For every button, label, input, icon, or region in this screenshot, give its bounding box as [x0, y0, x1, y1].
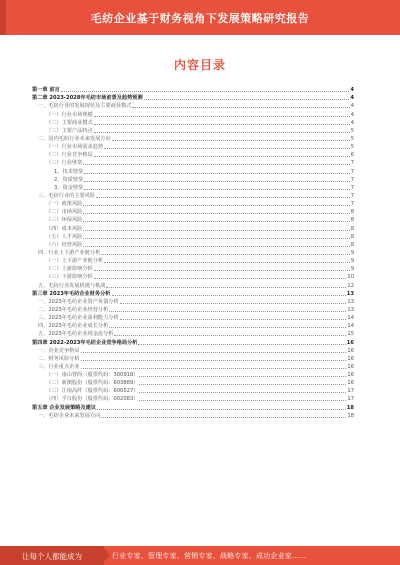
- toc-entry-title: （二）新澳股份（股票代码：603889）: [46, 380, 139, 387]
- toc-entry-title: （一）政策风险: [46, 201, 83, 208]
- toc-leader-dots: [94, 123, 350, 125]
- toc-entry-page: 7: [350, 160, 354, 167]
- toc-entry-page: 16: [346, 339, 354, 346]
- footer-bar: [0, 546, 400, 565]
- toc-entry-title: （三）行业壁垒: [46, 160, 83, 167]
- toc-entry[interactable]: [32, 184, 354, 192]
- toc-leader-dots: [84, 172, 349, 174]
- toc-leader-dots: [84, 180, 349, 182]
- toc-entry[interactable]: [32, 338, 354, 346]
- toc-entry[interactable]: [32, 208, 354, 216]
- toc-title: 内容目录: [173, 58, 226, 72]
- toc-entry-page: 7: [350, 184, 354, 191]
- toc-entry-title: 一、毛纺行业的发展现状及主要商业模式: [38, 103, 132, 110]
- toc-entry-title: （三）环保风险: [46, 217, 83, 224]
- toc-entry-title: 第五章 企业发展策略及建议: [32, 404, 97, 411]
- toc-entry-page: 8: [350, 233, 354, 240]
- toc-leader-dots: [83, 204, 349, 206]
- footer-arrow-shape: [102, 546, 110, 564]
- toc-entry-page: 9: [350, 249, 354, 256]
- toc-entry-title: 三、2023年毛纺企业盈利能力分析: [38, 315, 119, 322]
- toc-leader-dots: [83, 245, 349, 247]
- toc-entry[interactable]: [32, 330, 354, 338]
- toc-entry-page: 4: [350, 119, 354, 126]
- toc-leader-dots: [139, 391, 346, 393]
- toc-entry-title: 五、2023年毛纺企业现金流分析: [38, 331, 114, 338]
- toc-leader-dots: [114, 334, 346, 336]
- toc-entry-title: （三）下游影响分析: [46, 274, 93, 281]
- toc-entry-page: 7: [350, 168, 354, 175]
- toc-leader-dots: [138, 343, 345, 345]
- toc-entry[interactable]: [32, 135, 354, 143]
- toc-entry-page: 8: [350, 241, 354, 248]
- toc-leader-dots: [97, 408, 346, 410]
- toc-entry[interactable]: [32, 412, 354, 420]
- toc-entry-title: （一）上下游产业链分析: [46, 258, 104, 265]
- toc-entry-page: 5: [350, 127, 354, 134]
- toc-entry[interactable]: [32, 127, 354, 135]
- toc-entry[interactable]: [32, 290, 354, 298]
- toc-entry-title: （二）主要商业模式: [46, 119, 93, 126]
- toc-entry[interactable]: [32, 159, 354, 167]
- toc-entry[interactable]: [32, 347, 354, 355]
- toc-entry-page: 15: [347, 331, 354, 338]
- toc-entry-title: （二）行业竞争格局: [46, 152, 93, 159]
- toc-leader-dots: [120, 302, 347, 304]
- toc-entry-page: 17: [347, 388, 354, 395]
- toc-entry-title: 第二章 2023-2028年毛纺市场前景及趋势预测: [32, 95, 143, 102]
- footer-slogan-block: [0, 546, 104, 565]
- toc-entry-page: 13: [347, 306, 354, 313]
- toc-entry-title: （六）经营风险: [46, 241, 83, 248]
- toc-entry-page: 9: [350, 258, 354, 265]
- toc-leader-dots: [144, 98, 350, 100]
- toc-entry[interactable]: [32, 86, 354, 94]
- toc-entry[interactable]: [32, 371, 354, 379]
- toc-entry[interactable]: [32, 167, 354, 175]
- toc-entry-title: 二、财务风险分析: [38, 355, 80, 362]
- toc-entry-page: 4: [350, 95, 354, 102]
- toc-entry[interactable]: [32, 233, 354, 241]
- toc-entry-title: （一）南山智尚（股票代码：300918）: [46, 372, 139, 379]
- toc-entry[interactable]: [32, 249, 354, 257]
- toc-entry[interactable]: [32, 363, 354, 371]
- toc-entry[interactable]: [32, 192, 354, 200]
- toc-entry-page: 18: [346, 404, 354, 411]
- toc-leader-dots: [94, 131, 350, 133]
- toc-leader-dots: [101, 253, 349, 255]
- toc-entry-page: 16: [347, 372, 354, 379]
- toc-entry[interactable]: [32, 200, 354, 208]
- report-title: 毛纺企业基于财务视角下发展策略研究报告: [90, 12, 310, 25]
- toc-leader-dots: [83, 237, 349, 239]
- toc-entry-title: （四）成本风险: [46, 225, 83, 232]
- toc-entry-page: 8: [350, 217, 354, 224]
- toc-entry-title: （三）主要产品特点: [46, 127, 93, 134]
- toc-entry[interactable]: [32, 403, 354, 411]
- toc-leader-dots: [83, 220, 349, 222]
- toc-entry-page: 6: [350, 152, 354, 159]
- toc-entry-title: 3、资金壁垒: [54, 184, 84, 191]
- toc-entry-title: （一）行业市场规模: [46, 111, 93, 118]
- toc-leader-dots: [94, 155, 350, 157]
- toc-entry-title: （二）上游影响分析: [46, 266, 93, 273]
- toc-leader-dots: [81, 367, 347, 369]
- toc-entry-page: 7: [350, 192, 354, 199]
- toc-entry[interactable]: [32, 281, 354, 289]
- toc-entry-title: 一、企业竞争格局: [38, 347, 80, 354]
- toc-entry-page: 17: [347, 396, 354, 403]
- toc-leader-dots: [139, 383, 346, 385]
- toc-entry[interactable]: [32, 298, 354, 306]
- toc-leader-dots: [81, 351, 347, 353]
- toc-entry-title: 1、技术壁垒: [54, 168, 84, 175]
- toc-entry-page: 16: [347, 363, 354, 370]
- toc-entry-page: 10: [347, 274, 354, 281]
- toc-entry-title: （五）人才风险: [46, 233, 83, 240]
- toc-entry-page: 5: [350, 144, 354, 151]
- toc-entry-title: （四）孚日股份（股票代码：002083）: [46, 396, 139, 403]
- toc-entry-title: 二、国内毛纺行业未来发展方向: [38, 135, 111, 142]
- toc-entry-page: 16: [347, 347, 354, 354]
- header-bar: [0, 0, 400, 35]
- toc-entry-title: 2、资质壁垒: [54, 176, 84, 183]
- toc-entry[interactable]: [32, 314, 354, 322]
- toc-entry-title: 二、2023年毛纺企业经营分析: [38, 306, 109, 313]
- toc-entry[interactable]: [32, 257, 354, 265]
- toc-entry[interactable]: [32, 216, 354, 224]
- toc-leader-dots: [94, 269, 350, 271]
- toc-entry-page: 7: [350, 201, 354, 208]
- toc-entry[interactable]: [32, 110, 354, 118]
- toc-leader-dots: [96, 196, 350, 198]
- toc-entry-page: 8: [350, 209, 354, 216]
- toc-leader-dots: [84, 188, 349, 190]
- toc-entry-title: （三）江南高纤（股票代码：600527）: [46, 388, 139, 395]
- toc-leader-dots: [139, 375, 346, 377]
- toc-entry-page: 9: [350, 266, 354, 273]
- toc-entry[interactable]: [32, 94, 354, 102]
- toc-leader-dots: [132, 106, 349, 108]
- footer-slogan: 让每个人都能成为: [22, 552, 82, 561]
- toc-entry-page: 18: [347, 412, 354, 419]
- toc-entry-page: 13: [346, 290, 354, 297]
- toc-entry[interactable]: [32, 151, 354, 159]
- toc-leader-dots: [104, 261, 350, 263]
- toc-entry-page: 4: [350, 87, 354, 94]
- toc-leader-dots: [81, 359, 347, 361]
- toc-entry-title: 一、毛纺企业未来发展方向: [38, 412, 101, 419]
- toc-entry-title: （二）市场风险: [46, 209, 83, 216]
- toc-entry-title: 第一章 前言: [32, 87, 60, 94]
- toc-leader-dots: [83, 229, 349, 231]
- toc-entry[interactable]: [32, 379, 354, 387]
- toc-entry-title: 四、2023年毛纺企业成长分析: [38, 323, 109, 330]
- toc-entry-page: 4: [350, 103, 354, 110]
- toc-leader-dots: [120, 318, 347, 320]
- toc-entry-title: 三、毛纺行业的主要风险: [38, 192, 96, 199]
- toc-entry-title: 五、毛纺行业发展机遇与挑战: [38, 282, 106, 289]
- toc-entry[interactable]: [32, 273, 354, 281]
- toc-entry-page: 4: [350, 111, 354, 118]
- table-of-contents: [32, 86, 354, 420]
- toc-entry-title: 三、行业重点企业: [38, 363, 80, 370]
- toc-entry[interactable]: [32, 322, 354, 330]
- toc-entry-page: 8: [350, 225, 354, 232]
- toc-entry[interactable]: [32, 176, 354, 184]
- toc-entry-page: 13: [347, 298, 354, 305]
- toc-leader-dots: [83, 212, 349, 214]
- toc-leader-dots: [94, 277, 347, 279]
- toc-entry[interactable]: [32, 355, 354, 363]
- toc-entry[interactable]: [32, 387, 354, 395]
- footer-tagline: 行业专家、管理专家、营销专家、战略专家、成功企业家……: [112, 552, 307, 560]
- toc-entry-title: （一）行业市场需求趋势: [46, 144, 104, 151]
- toc-entry[interactable]: [32, 143, 354, 151]
- toc-entry[interactable]: [32, 119, 354, 127]
- toc-leader-dots: [106, 286, 346, 288]
- toc-entry[interactable]: [32, 241, 354, 249]
- toc-entry-title: 第三章 2023年毛纺企业财务分析: [32, 290, 111, 297]
- toc-leader-dots: [94, 115, 350, 117]
- toc-entry-page: 7: [350, 176, 354, 183]
- toc-entry[interactable]: [32, 224, 354, 232]
- toc-entry-page: 14: [347, 315, 354, 322]
- toc-entry-title: 一、2023年毛纺企业资产负债分析: [38, 298, 119, 305]
- toc-leader-dots: [101, 416, 346, 418]
- toc-leader-dots: [112, 139, 350, 141]
- toc-leader-dots: [104, 147, 350, 149]
- toc-leader-dots: [83, 163, 349, 165]
- toc-entry[interactable]: [32, 395, 354, 403]
- toc-entry-page: 12: [347, 282, 354, 289]
- toc-entry-page: 5: [350, 135, 354, 142]
- toc-leader-dots: [109, 310, 346, 312]
- toc-leader-dots: [112, 294, 346, 296]
- toc-entry[interactable]: [32, 306, 354, 314]
- toc-leader-dots: [61, 90, 350, 92]
- toc-leader-dots: [109, 326, 346, 328]
- toc-entry-title: 第四章 2022-2023年毛纺企业竞争格局分析: [32, 339, 138, 346]
- toc-entry[interactable]: [32, 265, 354, 273]
- toc-entry-page: 14: [347, 323, 354, 330]
- toc-entry-title: 四、行业上下游产业链分析: [38, 249, 101, 256]
- toc-entry-page: 16: [347, 380, 354, 387]
- toc-entry-page: 16: [347, 355, 354, 362]
- toc-entry[interactable]: [32, 102, 354, 110]
- toc-leader-dots: [139, 399, 346, 401]
